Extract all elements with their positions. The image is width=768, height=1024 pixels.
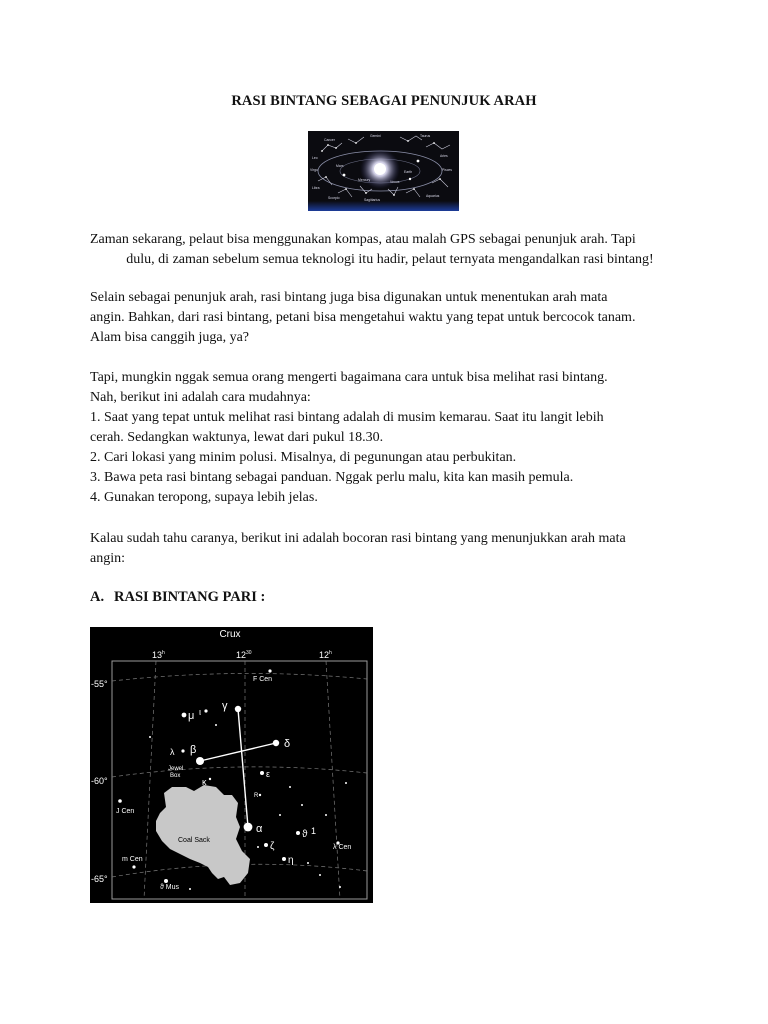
text-line: Zaman sekarang, pelaut bisa menggunakan kompas, atau malah GPS sebagai penunjuk arah. Tapi xyxy=(90,232,636,247)
header-label: Leo xyxy=(312,156,318,160)
section-heading xyxy=(90,589,265,606)
label-zeta: ζ xyxy=(270,841,275,852)
star-theta-mus xyxy=(164,879,168,883)
label-gamma: γ xyxy=(222,700,228,712)
label-theta-mus: ϑ Mus xyxy=(160,884,179,891)
star-gamma xyxy=(235,706,241,712)
paragraph-intro xyxy=(90,230,690,270)
star-iota xyxy=(204,709,207,712)
header-label: Earth xyxy=(404,170,413,174)
ra-label-12h30: $12^{30}$ xyxy=(236,650,252,660)
star-f-cen xyxy=(268,669,271,672)
header-label: Aquarius xyxy=(426,194,440,198)
list-item: 2. Cari lokasi yang minim polusi. Misalnya, di pegunungan atau perbukitan. xyxy=(90,450,517,465)
star-kappa xyxy=(209,778,211,780)
star-mu xyxy=(182,713,187,718)
label-j-cen: J Cen xyxy=(116,808,135,815)
label-beta: β xyxy=(190,744,197,756)
crux-title: Crux xyxy=(219,629,241,640)
text-line: Kalau sudah tahu caranya, berikut ini adalah bocoran rasi bintang yang menunjukkan arah mata xyxy=(90,531,626,546)
star-alpha xyxy=(244,823,253,832)
header-label: Aries xyxy=(440,154,448,158)
header-label: Pisces xyxy=(442,168,452,172)
star-theta xyxy=(296,831,300,835)
text-line: Alam bisa canggih juga, ya? xyxy=(90,330,250,345)
section-title: RASI BINTANG PARI : xyxy=(114,589,266,605)
dec-label-55: -55° xyxy=(91,679,108,689)
header-label: Taurus xyxy=(420,134,431,138)
label-delta: δ xyxy=(284,738,291,750)
paragraph-uses xyxy=(90,288,690,348)
label-r: R xyxy=(254,793,259,799)
ra-label-12h: 12$^h$ xyxy=(319,650,332,660)
label-epsilon: ε xyxy=(266,769,271,779)
crux-star-map xyxy=(90,627,373,903)
text-line: Tapi, mungkin nggak semua orang mengerti bagaimana cara untuk bisa melihat rasi bintang. xyxy=(90,370,608,385)
label-alpha: α xyxy=(256,823,263,835)
dec-label-65: -65° xyxy=(91,874,108,884)
header-label: Sagittarius xyxy=(364,198,381,202)
section-number: A. xyxy=(90,589,105,605)
text-line: angin. Bahkan, dari rasi bintang, petani bisa mengetahui waktu yang tepat untuk bercocok tanam. xyxy=(90,310,636,325)
label-eta: η xyxy=(288,855,294,866)
label-lambda-cen: λ Cen xyxy=(333,844,352,851)
header-label: Gemini xyxy=(370,134,381,138)
solar-system-zodiac-image xyxy=(308,131,459,211)
header-label: Mars xyxy=(336,164,344,168)
label-theta-number: 1 xyxy=(311,826,317,836)
star-lambda xyxy=(181,749,184,752)
label-jewel: Jewel xyxy=(168,766,184,772)
paragraph-steps xyxy=(90,368,690,508)
header-label: Virgo xyxy=(310,168,318,172)
label-f-cen: F Cen xyxy=(253,676,273,683)
text-line: Selain sebagai penunjuk arah, rasi bintang juga bisa digunakan untuk menentukan arah mata xyxy=(90,290,608,305)
label-mu: μ xyxy=(188,710,195,722)
label-iota: ι xyxy=(199,707,201,717)
ra-label-13h: 13$^h$ xyxy=(152,650,165,660)
label-theta: ϑ xyxy=(302,829,308,840)
header-label: Cancer xyxy=(324,138,335,142)
label-box: Box xyxy=(170,773,181,779)
star-j-cen xyxy=(118,799,122,803)
star-beta xyxy=(196,757,204,765)
document-title: RASI BINTANG SEBAGAI PENUNJUK ARAH xyxy=(231,93,537,109)
text-line: angin: xyxy=(90,551,125,566)
label-m-cen: m Cen xyxy=(122,856,143,863)
label-lambda: λ xyxy=(170,747,175,757)
header-label: Mercury xyxy=(358,178,371,182)
list-item: 1. Saat yang tepat untuk melihat rasi bintang adalah di musim kemarau. Saat itu langit lebih xyxy=(90,410,604,425)
star-eta xyxy=(282,857,286,861)
list-item-continuation: cerah. Sedangkan waktunya, lewat dari pukul 18.30. xyxy=(90,430,384,445)
star-m-cen xyxy=(132,865,135,868)
dec-label-60: -60° xyxy=(91,776,108,786)
star-delta xyxy=(273,740,279,746)
header-label: Libra xyxy=(312,186,320,190)
list-item: 3. Bawa peta rasi bintang sebagai panduan. Nggak perlu malu, kita kan masih pemula. xyxy=(90,470,574,485)
star-zeta xyxy=(264,843,268,847)
list-item: 4. Gunakan teropong, supaya lebih jelas. xyxy=(90,490,318,505)
header-label: Scorpio xyxy=(328,196,340,200)
text-line: Nah, berikut ini adalah cara mudahnya: xyxy=(90,390,311,405)
star-r xyxy=(259,794,261,796)
label-kappa: κ xyxy=(202,777,207,787)
header-label: Venus xyxy=(390,180,400,184)
coal-sack-label: Coal Sack xyxy=(178,837,210,844)
paragraph-outro xyxy=(90,529,690,569)
text-line: dulu, di zaman sebelum semua teknologi itu hadir, pelaut ternyata mengandalkan rasi bintang! xyxy=(126,252,654,267)
star-epsilon xyxy=(260,771,264,775)
